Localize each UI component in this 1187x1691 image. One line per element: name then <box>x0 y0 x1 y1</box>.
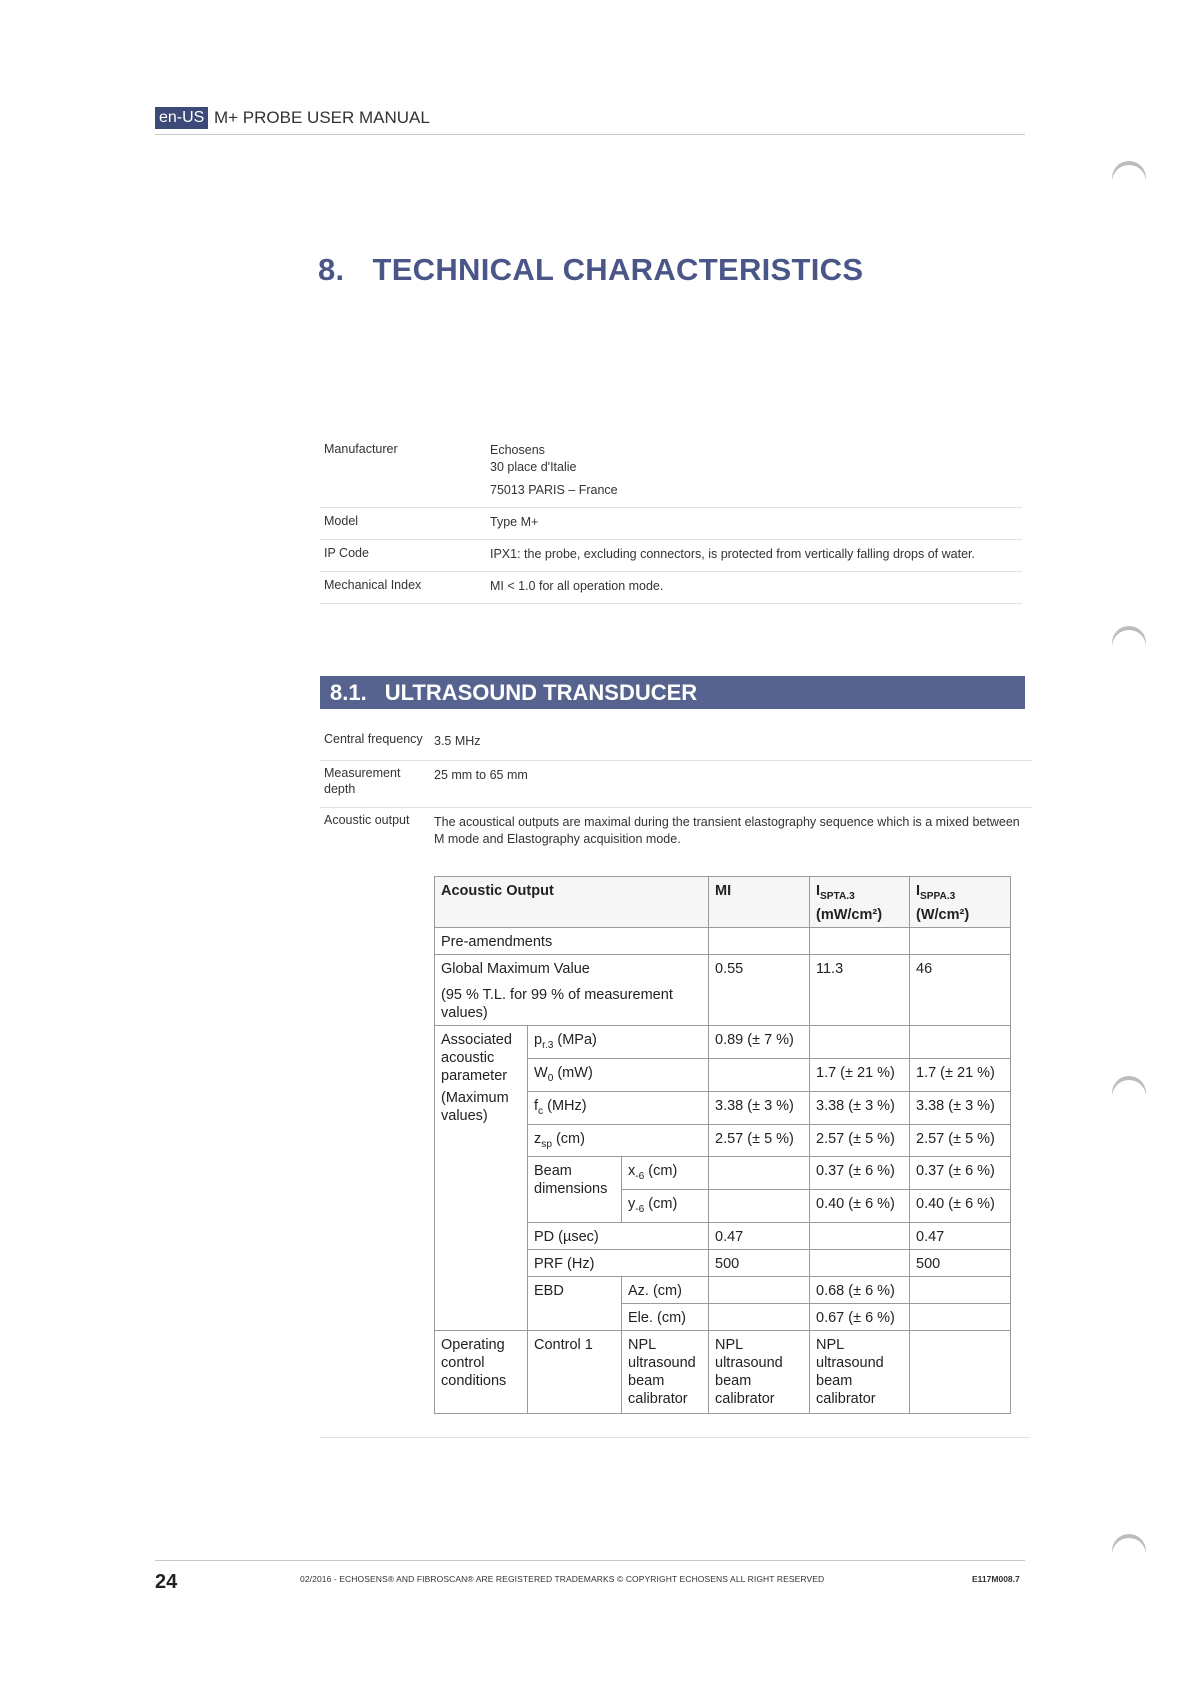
manufacturer-city: 75013 PARIS – France <box>490 483 618 497</box>
page-number: 24 <box>155 1571 178 1593</box>
section-heading <box>320 676 1025 709</box>
spec-value: The acoustical outputs are maximal during the transient elastography sequence which is a mixed between M mode and Elastography acquisition mode. <box>434 815 1020 846</box>
footer-divider <box>155 1560 1025 1561</box>
isppa-symbol: I <box>916 883 921 899</box>
info-row-model <box>320 508 1022 540</box>
table-header-row <box>435 877 1011 928</box>
info-label: IP Code <box>324 546 369 560</box>
manufacturer-name: Echosens <box>490 443 545 457</box>
info-row-manufacturer <box>320 436 1022 508</box>
param-ebd: EBD <box>528 1277 622 1331</box>
isppa-unit: (W/cm²) <box>916 906 970 923</box>
header-isppa <box>910 877 1011 928</box>
chapter-title-text: TECHNICAL CHARACTERISTICS <box>372 252 864 287</box>
ispta-subscript: SPTA.3 <box>820 890 855 902</box>
spec-row-frequency <box>320 727 1032 761</box>
npl-ispta-cell: NPL ultrasound beam calibrator <box>810 1331 910 1414</box>
info-row-ip-code <box>320 540 1022 572</box>
param-ele: Ele. (cm) <box>622 1304 709 1331</box>
section-title: ULTRASOUND TRANSDUCER <box>384 680 698 705</box>
pr3-mi-value: 0.89 (± 7 %) <box>709 1025 810 1058</box>
global-ispta-value: 11.3 <box>810 954 910 1025</box>
transducer-spec-table <box>320 727 1032 858</box>
beam-dimensions-cell: Beam dimensions <box>528 1157 622 1223</box>
header-divider <box>155 134 1025 135</box>
chapter-title <box>318 252 863 288</box>
info-label: Manufacturer <box>324 442 398 456</box>
y6-ispta-value: 0.40 (± 6 %) <box>810 1190 910 1223</box>
param-fc: $f_c$ (MHz) <box>528 1091 709 1124</box>
ele-ispta-value: 0.67 (± 6 %) <box>810 1304 910 1331</box>
global-mi-value: 0.55 <box>709 954 810 1025</box>
info-value: IPX1: the probe, excluding connectors, is protected from vertically falling drops of water. <box>490 547 975 561</box>
info-value: Type M+ <box>490 515 539 529</box>
spec-row-acoustic-output <box>320 808 1032 858</box>
spec-row-depth <box>320 761 1032 808</box>
spec-value: 25 mm to 65 mm <box>434 768 528 782</box>
prf-mi-value: 500 <box>709 1250 810 1277</box>
associated-note: (Maximum values) <box>441 1089 509 1124</box>
prf-isppa-value: 500 <box>910 1250 1011 1277</box>
chapter-number: 8. <box>318 252 345 287</box>
header-acoustic-output: Acoustic Output <box>435 877 709 928</box>
general-info-table <box>320 436 1022 604</box>
global-max-note: (95 % T.L. for 99 % of measurement values) <box>441 986 673 1021</box>
manufacturer-street: 30 place d'Italie <box>490 460 577 474</box>
manual-title: M+ PROBE USER MANUAL <box>214 108 430 127</box>
info-label: Model <box>324 514 359 528</box>
spec-label: Acoustic output <box>324 813 410 827</box>
table-row <box>435 954 1011 1025</box>
param-wo: $W_0$ (mW) <box>528 1058 709 1091</box>
param-prf: PRF (Hz) <box>528 1250 709 1277</box>
header-ispta <box>810 877 910 928</box>
global-max-cell <box>435 954 709 1025</box>
isppa-subscript: SPPA.3 <box>920 890 956 902</box>
npl-mi-cell: NPL ultrasound beam calibrator <box>709 1331 810 1414</box>
associated-parameter-cell <box>435 1025 528 1330</box>
document-reference: E117M008.7 <box>972 1574 1020 1584</box>
param-zsp: $z_{sp}$ (cm) <box>528 1124 709 1157</box>
param-y6: $y_{-6}$ (cm) <box>622 1190 709 1223</box>
pre-amendments-cell: Pre-amendments <box>435 927 709 954</box>
zsp-ispta-value: 2.57 (± 5 %) <box>810 1124 910 1157</box>
pd-mi-value: 0.47 <box>709 1223 810 1250</box>
associated-label: Associated acoustic parameter <box>441 1031 512 1084</box>
table-row <box>435 1025 1011 1058</box>
acoustic-output-table <box>434 876 1011 1414</box>
az-ispta-value: 0.68 (± 6 %) <box>810 1277 910 1304</box>
pd-isppa-value: 0.47 <box>910 1223 1011 1250</box>
zsp-mi-value: 2.57 (± 5 %) <box>709 1124 810 1157</box>
npl-control-cell: NPL ultrasound beam calibrator <box>622 1331 709 1414</box>
table-row <box>435 927 1011 954</box>
global-isppa-value: 46 <box>910 954 1011 1025</box>
x6-ispta-value: 0.37 (± 6 %) <box>810 1157 910 1190</box>
x6-isppa-value: 0.37 (± 6 %) <box>910 1157 1011 1190</box>
table-row <box>435 1331 1011 1414</box>
y6-isppa-value: 0.40 (± 6 %) <box>910 1190 1011 1223</box>
zsp-isppa-value: 2.57 (± 5 %) <box>910 1124 1011 1157</box>
language-badge: en-US <box>155 107 208 129</box>
control-label: Control 1 <box>528 1331 622 1414</box>
operating-conditions-cell: Operating control conditions <box>435 1331 528 1414</box>
ispta-symbol: I <box>816 883 821 899</box>
param-pr3: $p_{r.3}$ (MPa) <box>528 1025 709 1058</box>
fc-mi-value: 3.38 (± 3 %) <box>709 1091 810 1124</box>
info-row-mechanical-index <box>320 572 1022 604</box>
param-az: Az. (cm) <box>622 1277 709 1304</box>
ispta-unit: (mW/cm²) <box>816 906 883 923</box>
wo-ispta-value: 1.7 (± 21 %) <box>810 1058 910 1091</box>
spec-label: Central frequency <box>324 732 423 746</box>
info-label: Mechanical Index <box>324 578 422 592</box>
binder-hole <box>1112 165 1146 199</box>
fc-ispta-value: 3.38 (± 3 %) <box>810 1091 910 1124</box>
global-max-label: Global Maximum Value <box>441 960 590 977</box>
param-x6: $x_{-6}$ (cm) <box>622 1157 709 1190</box>
param-pd: PD (µsec) <box>528 1223 709 1250</box>
info-value <box>490 442 1022 499</box>
copyright-notice: 02/2016 - ECHOSENS® AND FIBROSCAN® ARE REGISTERED TRADEMARKS © COPYRIGHT ECHOSENS ALL RIGHT RESERVED <box>300 1574 825 1584</box>
binder-hole <box>1112 1538 1146 1572</box>
spec-value: 3.5 MHz <box>434 734 481 748</box>
binder-hole <box>1112 630 1146 664</box>
wo-isppa-value: 1.7 (± 21 %) <box>910 1058 1011 1091</box>
spec-label: Measurement depth <box>324 766 401 796</box>
info-value: MI < 1.0 for all operation mode. <box>490 579 664 593</box>
content-divider <box>320 1437 1030 1438</box>
section-number: 8.1. <box>330 680 367 705</box>
binder-hole <box>1112 1080 1146 1114</box>
fc-isppa-value: 3.38 (± 3 %) <box>910 1091 1011 1124</box>
header-mi: MI <box>709 877 810 928</box>
